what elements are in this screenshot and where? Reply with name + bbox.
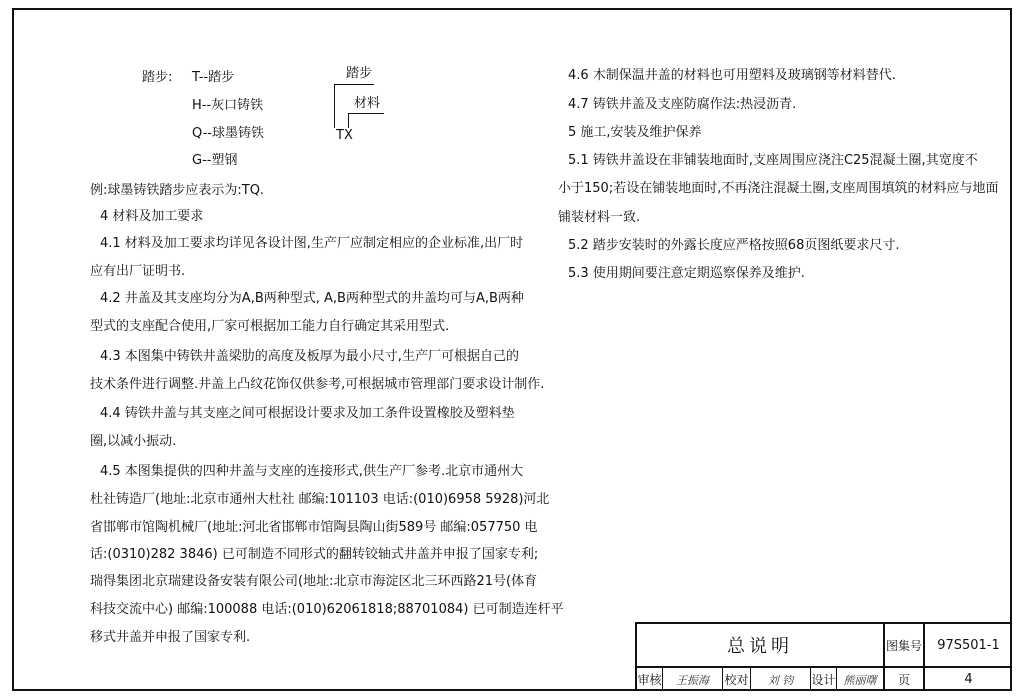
page-label: 页 — [885, 668, 925, 691]
legend-example: 例:球墨铸铁踏步应表示为:TQ. — [90, 183, 265, 198]
para-5-2: 5.2 踏步安装时的外露长度应严格按照68页图纸要求尺寸. — [568, 238, 900, 253]
para-4-6: 4.6 木制保温井盖的材料也可用塑料及玻璃钢等材料替代. — [568, 68, 896, 83]
para-5-1-line3: 铺装材料一致. — [558, 210, 641, 225]
para-4-7: 4.7 铸铁井盖及支座防腐作法:热浸沥青. — [568, 97, 797, 112]
para-4-2-line2: 型式的支座配合使用,厂家可根据加工能力自行确定其采用型式. — [90, 319, 450, 334]
para-4-1-line1: 4.1 材料及加工要求均详见各设计图,生产厂应制定相应的企业标准,出厂时 — [100, 236, 524, 251]
para-4-1-line2: 应有出厂证明书. — [90, 264, 186, 279]
review-signature: 王振海 — [663, 668, 723, 691]
para-4-5-line2: 杜社铸造厂(地址:北京市通州大杜社 邮编:101103 电话:(010)6958 5928)河北 — [90, 492, 550, 507]
tree-line-mid-vertical — [348, 113, 349, 128]
tree-line-vertical — [334, 84, 335, 128]
drawing-title: 总说明 — [637, 624, 885, 668]
design-label: 设计 — [811, 668, 837, 691]
para-5-1-line2: 小于150;若设在铺装地面时,不再浇注混凝土圈,支座周围填筑的材料应与地面 — [558, 181, 999, 196]
section-5-heading: 5 施工,安装及维护保养 — [568, 125, 702, 140]
legend-item-q: Q--球墨铸铁 — [192, 126, 264, 141]
design-signature: 熊丽曙 — [837, 668, 885, 691]
legend-item-h: H--灰口铸铁 — [192, 98, 264, 113]
tree-line-top — [334, 84, 374, 85]
para-4-5-line6: 科技交流中心) 邮编:100088 电话:(010)62061818;88701084) 已可制造连杆平 — [90, 602, 564, 617]
para-4-5-line1: 4.5 本图集提供的四种井盖与支座的连接形式,供生产厂参考.北京市通州大 — [100, 464, 524, 479]
para-4-2-line1: 4.2 井盖及其支座均分为A,B两种型式, A,B两种型式的井盖均可与A,B两种 — [100, 291, 524, 306]
legend-item-t: T--踏步 — [192, 70, 235, 85]
legend-item-g: G--塑钢 — [192, 153, 238, 168]
para-4-3-line1: 4.3 本图集中铸铁井盖梁肋的高度及板厚为最小尺寸,生产厂可根据自己的 — [100, 349, 519, 364]
para-4-3-line2: 技术条件进行调整.井盖上凸纹花饰仅供参考,可根据城市管理部门要求设计制作. — [90, 377, 545, 392]
section-4-heading: 4 材料及加工要求 — [100, 209, 204, 224]
para-4-5-line5: 瑞得集团北京瑞建设备安装有限公司(地址:北京市海淀区北三环西路21号(体育 — [90, 574, 538, 589]
para-4-4-line1: 4.4 铸铁井盖与其支座之间可根据设计要求及加工条件设置橡胶及塑料垫 — [100, 406, 515, 421]
para-5-3: 5.3 使用期间要注意定期巡察保养及维护. — [568, 266, 805, 281]
title-block — [635, 622, 1012, 691]
check-label: 校对 — [723, 668, 751, 691]
review-label: 审核 — [637, 668, 663, 691]
page-number: 4 — [964, 672, 973, 687]
tree-label-material: 材料 — [354, 96, 381, 111]
tree-code: TX — [336, 128, 353, 143]
atlas-number-label: 图集号 — [885, 624, 925, 668]
para-5-1-line1: 5.1 铸铁井盖设在非铺装地面时,支座周围应浇注C25混凝土圈,其宽度不 — [568, 153, 978, 168]
para-4-5-line4: 话:(0310)282 3846) 已可制造不同形式的翻转铰轴式井盖并申报了国家专利; — [90, 547, 539, 562]
para-4-4-line2: 圈,以减小振动. — [90, 434, 177, 449]
para-4-5-line3: 省邯郸市馆陶机械厂(地址:河北省邯郸市馆陶县陶山街589号 邮编:057750 电 — [90, 520, 538, 535]
para-4-5-line7: 移式井盖并申报了国家专利. — [90, 630, 251, 645]
check-signature: 刘 钧 — [751, 668, 811, 691]
atlas-number: 97S501-1 — [925, 624, 1012, 668]
tree-label-step: 踏步 — [346, 66, 373, 81]
legend-label: 踏步: — [142, 70, 173, 85]
tree-line-mid — [348, 113, 384, 114]
